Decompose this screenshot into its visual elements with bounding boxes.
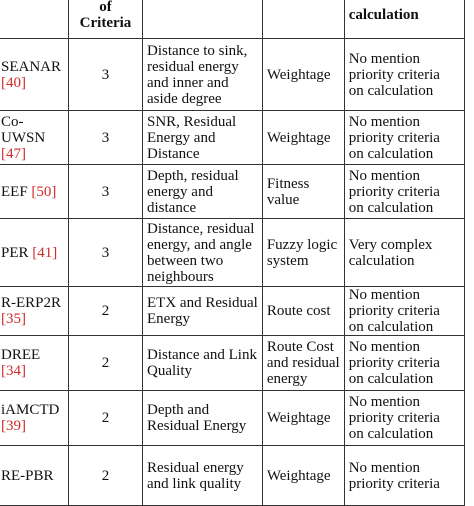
method-cell-line: system bbox=[266, 252, 309, 269]
reference-link[interactable]: [47] bbox=[1, 145, 26, 162]
method-cell bbox=[262, 446, 344, 506]
parameters-cell bbox=[143, 165, 263, 219]
technique-name: Co-UWSN bbox=[1, 113, 46, 146]
parameters-cell-line: Depth, residual bbox=[147, 167, 239, 184]
parameters-cell-line: distance bbox=[147, 199, 197, 216]
header-method-cell bbox=[262, 0, 344, 39]
technique-name: RE-PBR bbox=[1, 467, 54, 484]
parameters-cell-line: Quality bbox=[147, 363, 192, 379]
limitation-cell-line: priority criteria bbox=[348, 355, 440, 371]
header-technique-cell bbox=[0, 0, 69, 39]
technique-cell bbox=[0, 446, 69, 506]
criteria-count: 2 bbox=[69, 446, 143, 506]
technique-name: PER bbox=[1, 244, 29, 261]
limitation-cell-line: No mention bbox=[348, 50, 420, 67]
limitation-cell-line: priority criteria bbox=[348, 410, 440, 426]
technique-name: R-ERP2R bbox=[1, 295, 62, 311]
limitation-cell bbox=[344, 165, 464, 219]
method-cell bbox=[262, 391, 344, 446]
method-cell-line: Weightage bbox=[266, 410, 331, 426]
reference-link[interactable]: [40] bbox=[1, 74, 26, 91]
method-cell-line: energy bbox=[266, 371, 308, 387]
parameters-cell-line: and link quality bbox=[147, 475, 242, 492]
method-cell-line: Route cost bbox=[266, 303, 331, 319]
limitation-cell-line: on calculation bbox=[348, 82, 434, 99]
technique-name: DREE bbox=[1, 347, 41, 363]
table-row bbox=[0, 391, 464, 446]
parameters-cell-line: Energy and bbox=[147, 129, 216, 146]
method-cell-line: Fuzzy logic bbox=[266, 236, 338, 253]
header-limitation-cell bbox=[344, 0, 464, 39]
limitation-cell bbox=[344, 39, 464, 111]
parameters-cell-line: between two bbox=[147, 252, 224, 269]
reference-link[interactable]: [34] bbox=[1, 363, 26, 379]
limitation-cell-line: priority criteria bbox=[348, 183, 440, 200]
criteria-count: 2 bbox=[69, 336, 143, 391]
method-cell-line: Weightage bbox=[266, 66, 331, 83]
limitation-cell bbox=[344, 111, 464, 165]
table-row bbox=[0, 39, 464, 111]
limitation-cell-line: on calculation bbox=[348, 371, 434, 387]
parameters-cell-line: energy, and angle bbox=[147, 236, 252, 253]
technique-cell bbox=[0, 165, 69, 219]
method-cell-line: Weightage bbox=[266, 467, 331, 484]
technique-name: EEF bbox=[1, 183, 28, 200]
table-row bbox=[0, 446, 464, 506]
limitation-cell-line: No mention bbox=[348, 167, 420, 184]
header-criteria-line: Criteria bbox=[79, 14, 132, 31]
technique-cell bbox=[0, 336, 69, 391]
limitation-cell-line: on calculation bbox=[348, 199, 434, 216]
method-cell bbox=[262, 219, 344, 287]
parameters-cell-line: energy and bbox=[147, 183, 213, 200]
header-limitation-text: calculation bbox=[348, 6, 419, 23]
limitation-cell bbox=[344, 336, 464, 391]
limitation-cell-line: priority criteria bbox=[348, 475, 440, 492]
technique-cell bbox=[0, 111, 69, 165]
limitation-cell-line: on calculation bbox=[348, 145, 434, 162]
parameters-cell-line: Distance to sink, bbox=[147, 42, 248, 59]
technique-cell bbox=[0, 219, 69, 287]
limitation-cell-line: calculation bbox=[348, 252, 415, 269]
criteria-count: 3 bbox=[69, 165, 143, 219]
criteria-count: 2 bbox=[69, 287, 143, 336]
reference-link[interactable]: [50] bbox=[31, 183, 57, 200]
parameters-cell bbox=[143, 391, 263, 446]
method-cell bbox=[262, 336, 344, 391]
table-row bbox=[0, 336, 464, 391]
parameters-cell bbox=[143, 336, 263, 391]
parameters-cell-line: Residual energy bbox=[147, 459, 244, 476]
method-cell-line: Fitness bbox=[266, 175, 310, 192]
method-cell-line: value bbox=[266, 191, 300, 208]
method-cell-line: Weightage bbox=[266, 129, 331, 146]
limitation-cell-line: No mention bbox=[348, 287, 420, 303]
limitation-cell-line: on calculation bbox=[348, 426, 434, 442]
parameters-cell-line: Distance, residual bbox=[147, 220, 255, 237]
parameters-cell-line: residual energy bbox=[147, 58, 239, 75]
technique-cell bbox=[0, 287, 69, 336]
header-criteria-line: of bbox=[99, 0, 112, 15]
limitation-cell-line: Very complex bbox=[348, 236, 433, 253]
table-row bbox=[0, 165, 464, 219]
parameters-cell-line: Distance bbox=[147, 145, 200, 162]
parameters-cell-line: aside degree bbox=[147, 90, 222, 107]
technique-name: SEANAR bbox=[1, 58, 62, 75]
parameters-cell-line: Energy bbox=[147, 311, 191, 327]
table-row bbox=[0, 219, 464, 287]
limitation-cell-line: No mention bbox=[348, 459, 420, 476]
parameters-cell bbox=[143, 446, 263, 506]
method-cell bbox=[262, 287, 344, 336]
method-cell-line: Route Cost bbox=[266, 339, 334, 355]
method-cell-line: and residual bbox=[266, 355, 340, 371]
limitation-cell-line: priority criteria bbox=[348, 129, 440, 146]
parameters-cell-line: and inner and bbox=[147, 74, 229, 91]
parameters-cell bbox=[143, 111, 263, 165]
parameters-cell-line: Distance and Link bbox=[147, 347, 257, 363]
limitation-cell bbox=[344, 219, 464, 287]
criteria-count: 2 bbox=[69, 391, 143, 446]
table-row bbox=[0, 287, 464, 336]
method-cell bbox=[262, 111, 344, 165]
limitation-cell-line: on calculation bbox=[348, 319, 434, 335]
criteria-count: 3 bbox=[69, 219, 143, 287]
header-row bbox=[0, 0, 464, 39]
reference-link[interactable]: [41] bbox=[32, 244, 58, 261]
header-criteria-cell bbox=[69, 0, 143, 39]
parameters-cell-line: neighbours bbox=[147, 268, 214, 285]
parameters-cell bbox=[143, 39, 263, 111]
criteria-count: 3 bbox=[69, 111, 143, 165]
limitation-cell-line: priority criteria bbox=[348, 66, 440, 83]
reference-link[interactable]: [39] bbox=[1, 418, 26, 434]
parameters-cell bbox=[143, 219, 263, 287]
method-cell bbox=[262, 165, 344, 219]
parameters-cell-line: SNR, Residual bbox=[147, 113, 237, 130]
limitation-cell bbox=[344, 391, 464, 446]
method-cell bbox=[262, 39, 344, 111]
technique-cell bbox=[0, 39, 69, 111]
header-parameters-cell bbox=[143, 0, 263, 39]
parameters-cell-line: ETX and Residual bbox=[147, 295, 258, 311]
limitation-cell-line: No mention bbox=[348, 113, 420, 130]
technique-name: iAMCTD bbox=[1, 402, 60, 418]
parameters-cell bbox=[143, 287, 263, 336]
criteria-count: 3 bbox=[69, 39, 143, 111]
reference-link[interactable]: [35] bbox=[1, 311, 26, 327]
limitation-cell-line: No mention bbox=[348, 339, 420, 355]
technique-cell bbox=[0, 391, 69, 446]
parameters-cell-line: Depth and bbox=[147, 402, 210, 418]
limitation-cell bbox=[344, 287, 464, 336]
limitation-cell-line: No mention bbox=[348, 394, 420, 410]
limitation-cell bbox=[344, 446, 464, 506]
limitation-cell-line: priority criteria bbox=[348, 303, 440, 319]
table-row bbox=[0, 111, 464, 165]
parameters-cell-line: Residual Energy bbox=[147, 418, 247, 434]
